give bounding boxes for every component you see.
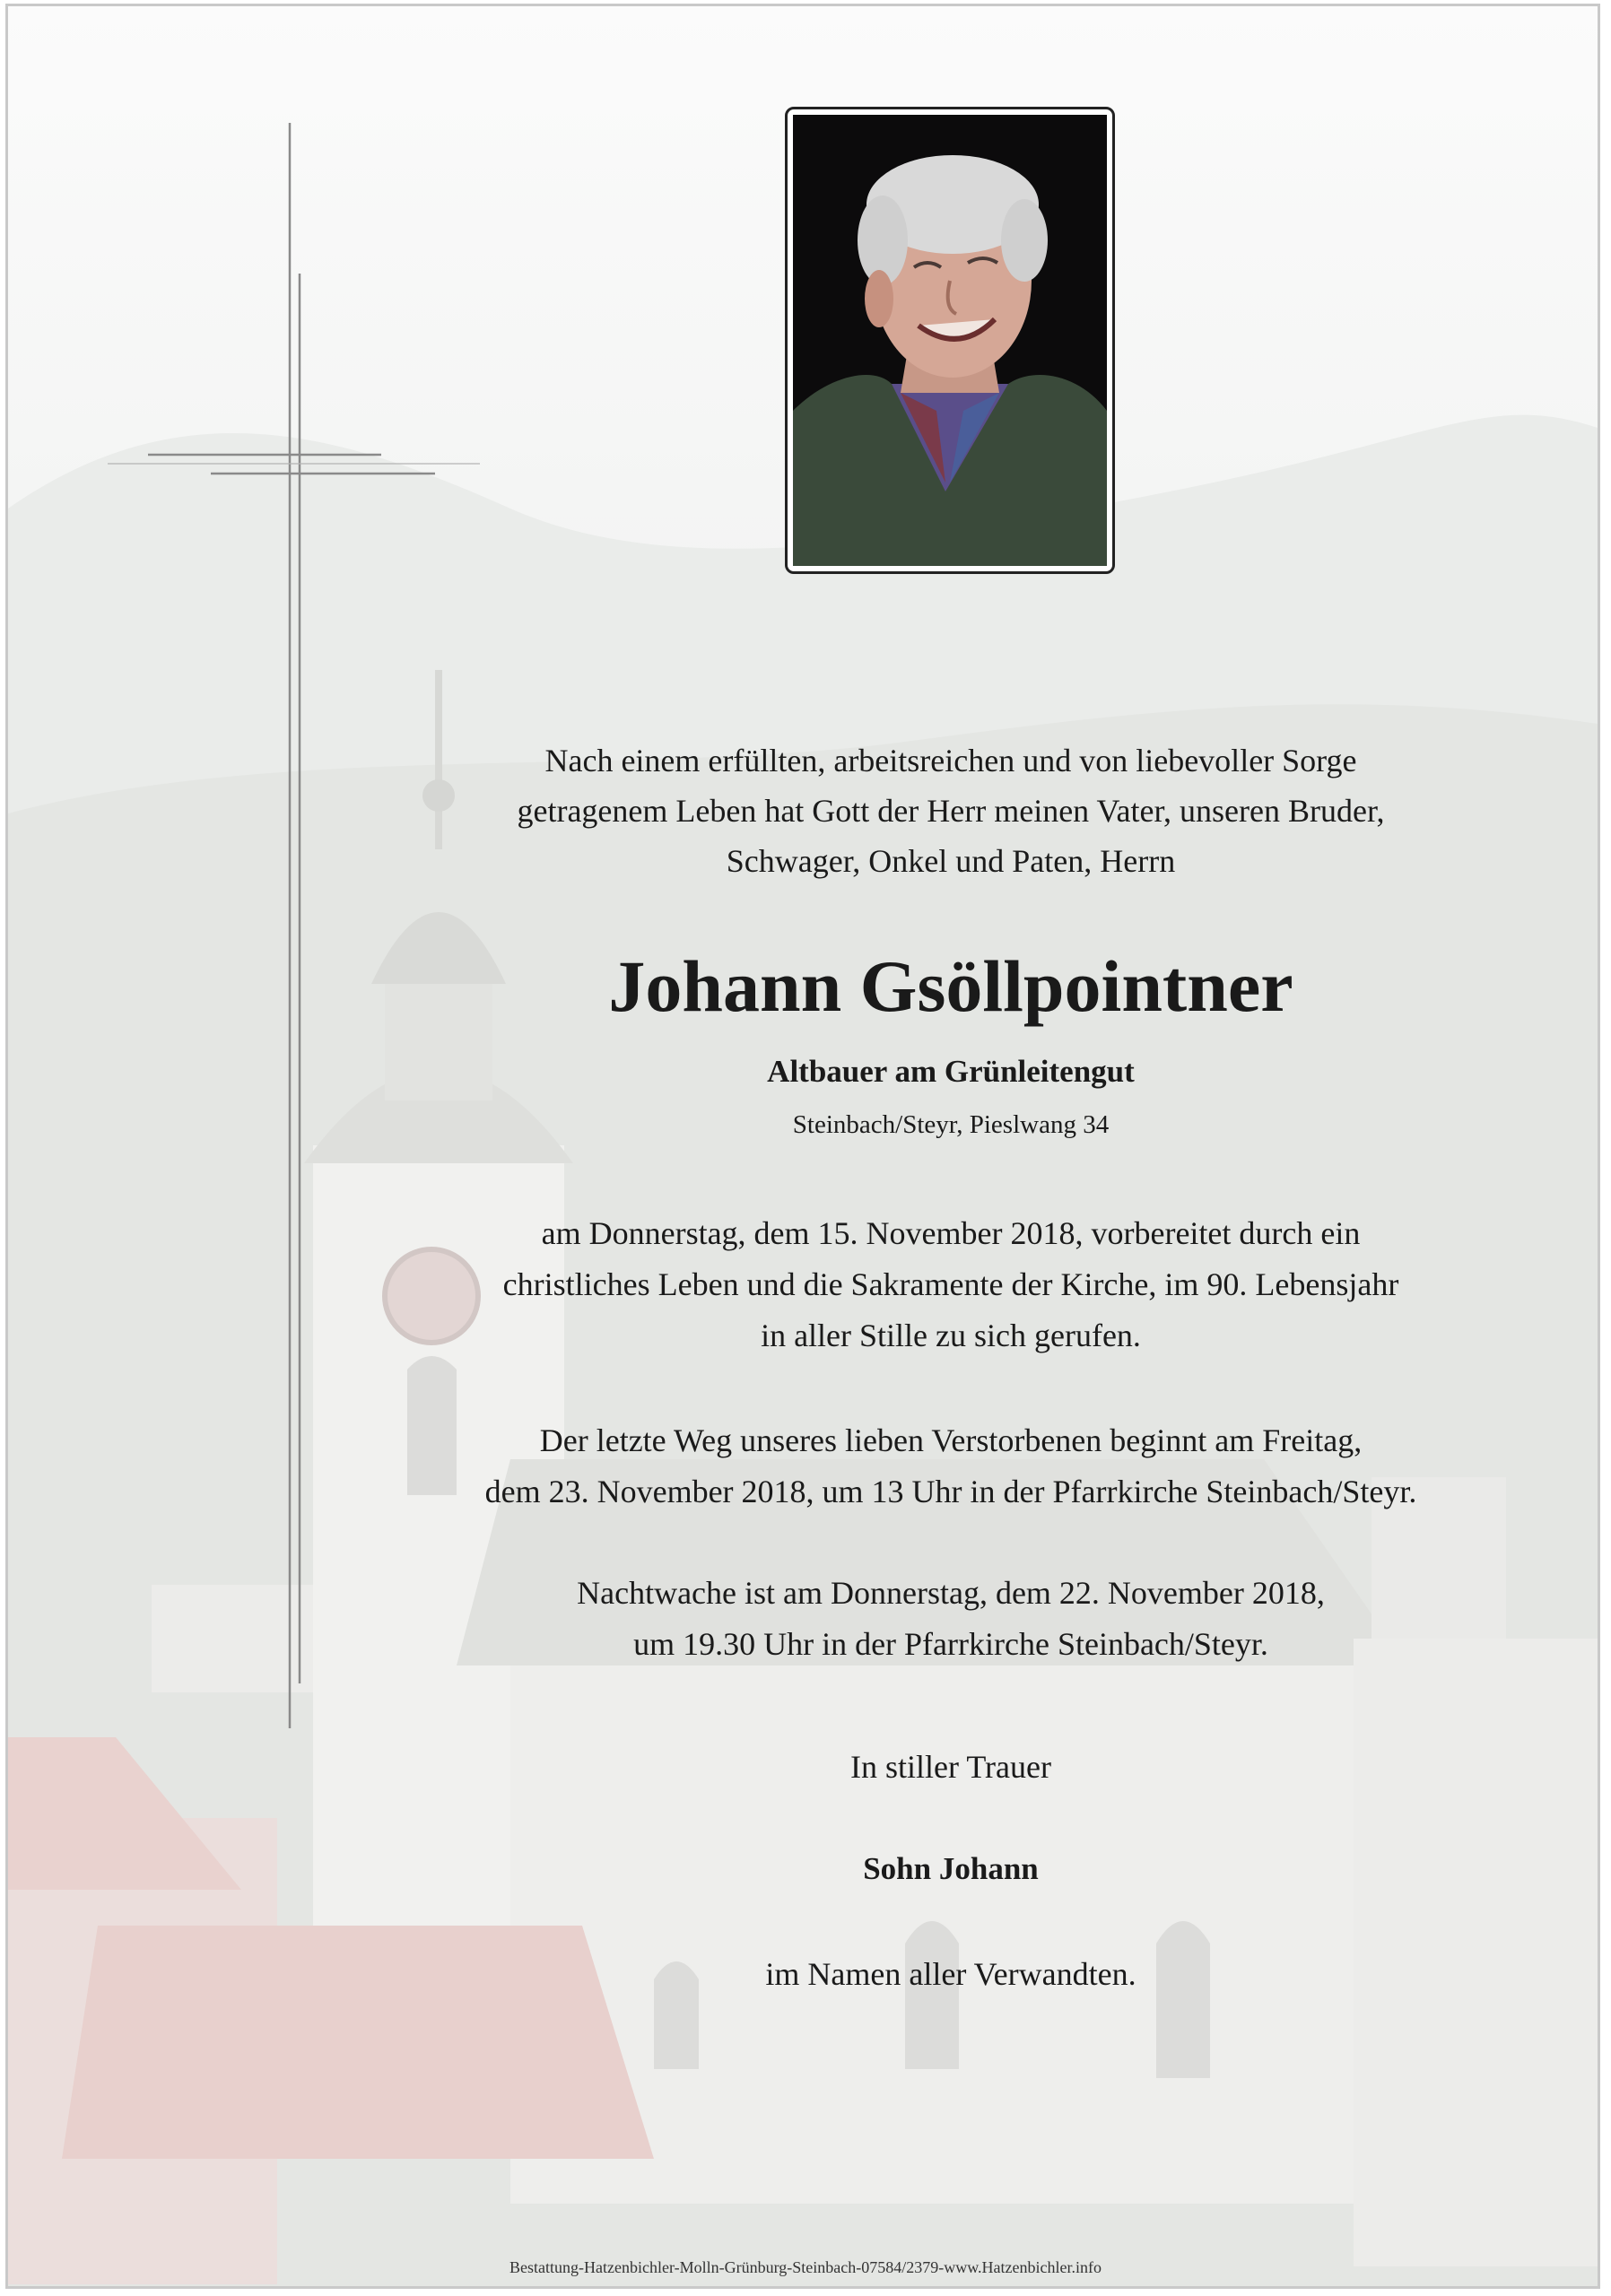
relatives-text: im Namen aller Verwandten. bbox=[765, 1956, 1136, 1992]
wake-notice-line: um 19.30 Uhr in der Pfarrkirche Steinbach/Steyr. bbox=[633, 1626, 1268, 1662]
cross-icon bbox=[0, 0, 538, 1794]
portrait-frame bbox=[785, 107, 1115, 574]
funeral-notice bbox=[395, 1415, 1507, 1518]
intro-text bbox=[395, 735, 1507, 886]
death-notice-line: christliches Leben und die Sakramente der Kirche, im 90. Lebensjahr bbox=[502, 1266, 1399, 1302]
intro-line: Nach einem erfüllten, arbeitsreichen und von liebevoller Sorge bbox=[544, 743, 1357, 778]
death-notice bbox=[395, 1208, 1507, 1361]
deceased-title: Altbauer am Grünleitengut bbox=[767, 1054, 1135, 1089]
portrait-photo bbox=[793, 115, 1107, 566]
deceased-address: Steinbach/Steyr, Pieslwang 34 bbox=[792, 1110, 1110, 1139]
deceased-name: Johann Gsöllpointner bbox=[608, 945, 1293, 1027]
intro-line: getragenem Leben hat Gott der Herr meinen Vater, unseren Bruder, bbox=[517, 793, 1385, 829]
funeral-home-footer: Bestattung-Hatzenbichler-Molln-Grünburg-Steinbach-07584/2379-www.Hatzenbichler.info bbox=[509, 2258, 1102, 2276]
funeral-notice-line: dem 23. November 2018, um 13 Uhr in der Pfarrkirche Steinbach/Steyr. bbox=[484, 1474, 1417, 1509]
funeral-notice-line: Der letzte Weg unseres lieben Verstorbenen beginnt am Freitag, bbox=[539, 1422, 1363, 1458]
wake-notice-line: Nachtwache ist am Donnerstag, dem 22. November 2018, bbox=[577, 1575, 1325, 1611]
intro-line: Schwager, Onkel und Paten, Herrn bbox=[726, 843, 1176, 879]
death-notice-line: am Donnerstag, dem 15. November 2018, vorbereitet durch ein bbox=[541, 1215, 1361, 1251]
mourning-text: In stiller Trauer bbox=[850, 1749, 1051, 1785]
wake-notice bbox=[395, 1568, 1507, 1670]
signer-name: Sohn Johann bbox=[863, 1851, 1039, 1886]
death-notice-line: in aller Stille zu sich gerufen. bbox=[761, 1318, 1141, 1353]
